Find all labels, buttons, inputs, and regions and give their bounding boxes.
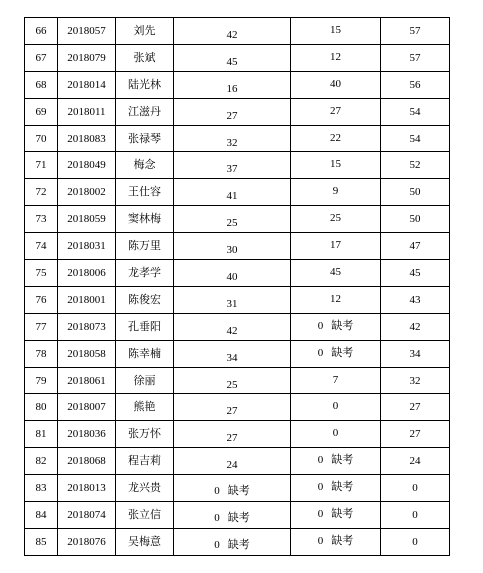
score-2 <box>291 98 381 125</box>
student-id: 2018076 <box>58 528 116 555</box>
score-1-value <box>227 405 238 417</box>
student-id: 2018059 <box>58 206 116 233</box>
student-name: 徐丽 <box>116 367 174 394</box>
score-1-number: 37 <box>226 163 238 176</box>
score-2 <box>291 179 381 206</box>
total-score: 47 <box>381 233 450 260</box>
student-id: 2018061 <box>58 367 116 394</box>
score-1-value <box>227 110 238 122</box>
student-id: 2018001 <box>58 286 116 313</box>
score-1-number: 0 <box>214 485 220 498</box>
total-score: 32 <box>381 367 450 394</box>
row-number: 74 <box>25 233 58 260</box>
score-1-value <box>227 352 238 364</box>
row-number: 66 <box>25 18 58 45</box>
total-score: 56 <box>381 71 450 98</box>
score-1 <box>174 421 291 448</box>
student-id: 2018073 <box>58 313 116 340</box>
table-row <box>25 475 450 502</box>
table-row <box>25 421 450 448</box>
score-table <box>24 17 450 556</box>
score-2-number: 15 <box>330 158 341 171</box>
student-name: 梅念 <box>116 152 174 179</box>
score-2 <box>291 71 381 98</box>
score-2-number: 12 <box>330 292 341 305</box>
score-2-number: 45 <box>330 265 341 278</box>
score-2-number: 12 <box>330 50 341 63</box>
total-score: 50 <box>381 179 450 206</box>
table-row <box>25 367 450 394</box>
score-2 <box>291 152 381 179</box>
score-2 <box>291 44 381 71</box>
table-row <box>25 71 450 98</box>
row-number: 72 <box>25 179 58 206</box>
score-2-value <box>330 24 341 36</box>
score-2-number: 0 <box>317 319 324 332</box>
score-2 <box>291 125 381 152</box>
table-row <box>25 98 450 125</box>
row-number: 81 <box>25 421 58 448</box>
absent-label: 缺考 <box>331 454 354 467</box>
table-row <box>25 313 450 340</box>
score-1-value <box>214 539 250 551</box>
score-1 <box>174 179 291 206</box>
total-score: 34 <box>381 340 450 367</box>
score-1 <box>174 448 291 475</box>
score-1 <box>174 206 291 233</box>
row-number: 75 <box>25 260 58 287</box>
absent-label: 缺考 <box>331 319 354 332</box>
row-number: 79 <box>25 367 58 394</box>
score-2-value <box>318 454 354 466</box>
total-score: 57 <box>381 44 450 71</box>
total-score: 42 <box>381 313 450 340</box>
table-row <box>25 152 450 179</box>
score-1 <box>174 367 291 394</box>
score-1 <box>174 286 291 313</box>
table-row <box>25 260 450 287</box>
score-2-number: 15 <box>330 23 341 36</box>
score-1-value <box>227 217 238 229</box>
score-2 <box>291 367 381 394</box>
student-name: 吴梅意 <box>116 528 174 555</box>
score-2-value <box>318 535 354 547</box>
score-2-value <box>330 78 341 90</box>
score-1 <box>174 98 291 125</box>
row-number: 84 <box>25 502 58 529</box>
score-2-number: 0 <box>332 427 339 440</box>
total-score: 54 <box>381 98 450 125</box>
score-1-number: 42 <box>226 28 238 41</box>
student-name: 张立信 <box>116 502 174 529</box>
score-2-value <box>330 105 341 117</box>
table-row <box>25 179 450 206</box>
row-number: 82 <box>25 448 58 475</box>
row-number: 85 <box>25 528 58 555</box>
total-score: 45 <box>381 260 450 287</box>
student-name: 陈幸楠 <box>116 340 174 367</box>
score-2-value <box>333 374 339 386</box>
score-1 <box>174 475 291 502</box>
student-id: 2018002 <box>58 179 116 206</box>
student-id: 2018014 <box>58 71 116 98</box>
score-1-number: 30 <box>226 244 238 257</box>
student-name: 江滋丹 <box>116 98 174 125</box>
score-2-number: 7 <box>332 373 339 386</box>
score-2-value <box>330 266 341 278</box>
student-id: 2018079 <box>58 44 116 71</box>
row-number: 80 <box>25 394 58 421</box>
score-1 <box>174 71 291 98</box>
score-2-number: 25 <box>330 212 341 225</box>
student-id: 2018006 <box>58 260 116 287</box>
student-name: 陈万里 <box>116 233 174 260</box>
student-id: 2018058 <box>58 340 116 367</box>
score-2-number: 0 <box>317 346 324 359</box>
score-2-number: 17 <box>330 239 341 252</box>
absent-label: 缺考 <box>331 481 354 494</box>
table-row <box>25 340 450 367</box>
score-1-value <box>227 271 238 283</box>
score-1-value <box>214 512 250 524</box>
student-name: 陆光林 <box>116 71 174 98</box>
score-1-value <box>214 485 250 497</box>
score-1-value <box>227 56 238 68</box>
total-score: 57 <box>381 18 450 45</box>
score-1 <box>174 44 291 71</box>
score-1-value <box>227 432 238 444</box>
absent-label: 缺考 <box>227 511 250 524</box>
student-id: 2018074 <box>58 502 116 529</box>
score-1-number: 0 <box>214 511 220 524</box>
student-id: 2018013 <box>58 475 116 502</box>
table-row <box>25 125 450 152</box>
score-1 <box>174 528 291 555</box>
student-name: 陈俊宏 <box>116 286 174 313</box>
score-1-number: 25 <box>226 378 238 391</box>
total-score: 54 <box>381 125 450 152</box>
score-1 <box>174 152 291 179</box>
table-row <box>25 286 450 313</box>
student-name: 窦林梅 <box>116 206 174 233</box>
score-2-number: 0 <box>332 400 339 413</box>
score-2-value <box>330 158 341 170</box>
row-number: 67 <box>25 44 58 71</box>
absent-label: 缺考 <box>331 534 354 547</box>
student-name: 王仕容 <box>116 179 174 206</box>
score-table-body <box>25 18 450 556</box>
score-2-value <box>330 293 341 305</box>
student-id: 2018007 <box>58 394 116 421</box>
score-1-value <box>227 163 238 175</box>
score-1-value <box>227 83 238 95</box>
score-2 <box>291 340 381 367</box>
score-1-value <box>227 379 238 391</box>
student-name: 刘先 <box>116 18 174 45</box>
student-id: 2018049 <box>58 152 116 179</box>
score-2-number: 22 <box>330 131 341 144</box>
score-2 <box>291 475 381 502</box>
score-2 <box>291 528 381 555</box>
score-2-number: 40 <box>330 77 341 90</box>
absent-label: 缺考 <box>331 346 354 359</box>
score-1-value <box>227 298 238 310</box>
total-score: 27 <box>381 394 450 421</box>
score-1-value <box>227 29 238 41</box>
score-1 <box>174 340 291 367</box>
student-name: 龙兴贵 <box>116 475 174 502</box>
score-1 <box>174 313 291 340</box>
score-1-number: 25 <box>226 217 238 230</box>
student-id: 2018036 <box>58 421 116 448</box>
score-1-number: 40 <box>226 270 238 283</box>
score-1-number: 34 <box>226 351 238 364</box>
score-2 <box>291 502 381 529</box>
score-2 <box>291 286 381 313</box>
total-score: 52 <box>381 152 450 179</box>
table-row <box>25 44 450 71</box>
score-2 <box>291 448 381 475</box>
score-2-value <box>318 320 354 332</box>
student-name: 程吉莉 <box>116 448 174 475</box>
score-1-number: 27 <box>226 109 238 122</box>
score-1-number: 42 <box>226 324 238 337</box>
row-number: 73 <box>25 206 58 233</box>
student-id: 2018057 <box>58 18 116 45</box>
score-2-number: 27 <box>330 104 341 117</box>
student-name: 张万怀 <box>116 421 174 448</box>
score-2 <box>291 421 381 448</box>
student-id: 2018011 <box>58 98 116 125</box>
score-2-value <box>318 508 354 520</box>
score-2-value <box>333 185 339 197</box>
score-1-number: 16 <box>226 82 238 95</box>
row-number: 71 <box>25 152 58 179</box>
score-2-number: 9 <box>332 185 339 198</box>
total-score: 0 <box>381 502 450 529</box>
score-2 <box>291 260 381 287</box>
score-2-value <box>333 400 339 412</box>
row-number: 78 <box>25 340 58 367</box>
student-name: 熊艳 <box>116 394 174 421</box>
score-2 <box>291 206 381 233</box>
total-score: 24 <box>381 448 450 475</box>
student-name: 张禄琴 <box>116 125 174 152</box>
row-number: 83 <box>25 475 58 502</box>
row-number: 70 <box>25 125 58 152</box>
row-number: 69 <box>25 98 58 125</box>
table-row <box>25 394 450 421</box>
score-1-value <box>227 459 238 471</box>
total-score: 0 <box>381 528 450 555</box>
score-2-value <box>333 427 339 439</box>
score-1 <box>174 260 291 287</box>
table-row <box>25 528 450 555</box>
score-1-number: 27 <box>226 405 238 418</box>
absent-label: 缺考 <box>227 485 250 498</box>
total-score: 0 <box>381 475 450 502</box>
total-score: 50 <box>381 206 450 233</box>
score-2 <box>291 233 381 260</box>
score-2 <box>291 18 381 45</box>
table-row <box>25 502 450 529</box>
score-1-value <box>227 325 238 337</box>
table-row <box>25 206 450 233</box>
score-2 <box>291 313 381 340</box>
score-1-value <box>227 244 238 256</box>
score-2-value <box>330 132 341 144</box>
student-name: 孔垂阳 <box>116 313 174 340</box>
score-1 <box>174 125 291 152</box>
score-2 <box>291 394 381 421</box>
absent-label: 缺考 <box>227 538 250 551</box>
score-2-value <box>318 347 354 359</box>
score-1 <box>174 233 291 260</box>
score-2-number: 0 <box>317 534 324 547</box>
score-1 <box>174 394 291 421</box>
score-2-value <box>318 481 354 493</box>
total-score: 43 <box>381 286 450 313</box>
score-2-value <box>330 212 341 224</box>
score-1-number: 0 <box>214 538 220 551</box>
absent-label: 缺考 <box>331 507 354 520</box>
score-1 <box>174 502 291 529</box>
table-row <box>25 448 450 475</box>
score-1-value <box>227 190 238 202</box>
score-1-number: 31 <box>226 297 238 310</box>
score-1 <box>174 18 291 45</box>
student-id: 2018068 <box>58 448 116 475</box>
score-2-number: 0 <box>317 481 324 494</box>
score-1-value <box>227 137 238 149</box>
score-2-value <box>330 239 341 251</box>
row-number: 68 <box>25 71 58 98</box>
row-number: 77 <box>25 313 58 340</box>
student-id: 2018031 <box>58 233 116 260</box>
student-id: 2018083 <box>58 125 116 152</box>
score-2-number: 0 <box>317 507 324 520</box>
total-score: 27 <box>381 421 450 448</box>
score-1-number: 24 <box>226 459 238 472</box>
score-1-number: 27 <box>226 432 238 445</box>
score-2-number: 0 <box>317 454 324 467</box>
table-row <box>25 18 450 45</box>
score-1-number: 41 <box>226 190 238 203</box>
row-number: 76 <box>25 286 58 313</box>
student-name: 龙孝学 <box>116 260 174 287</box>
score-1-number: 32 <box>226 136 238 149</box>
table-row <box>25 233 450 260</box>
student-name: 张斌 <box>116 44 174 71</box>
score-2-value <box>330 51 341 63</box>
score-1-number: 45 <box>226 55 238 68</box>
